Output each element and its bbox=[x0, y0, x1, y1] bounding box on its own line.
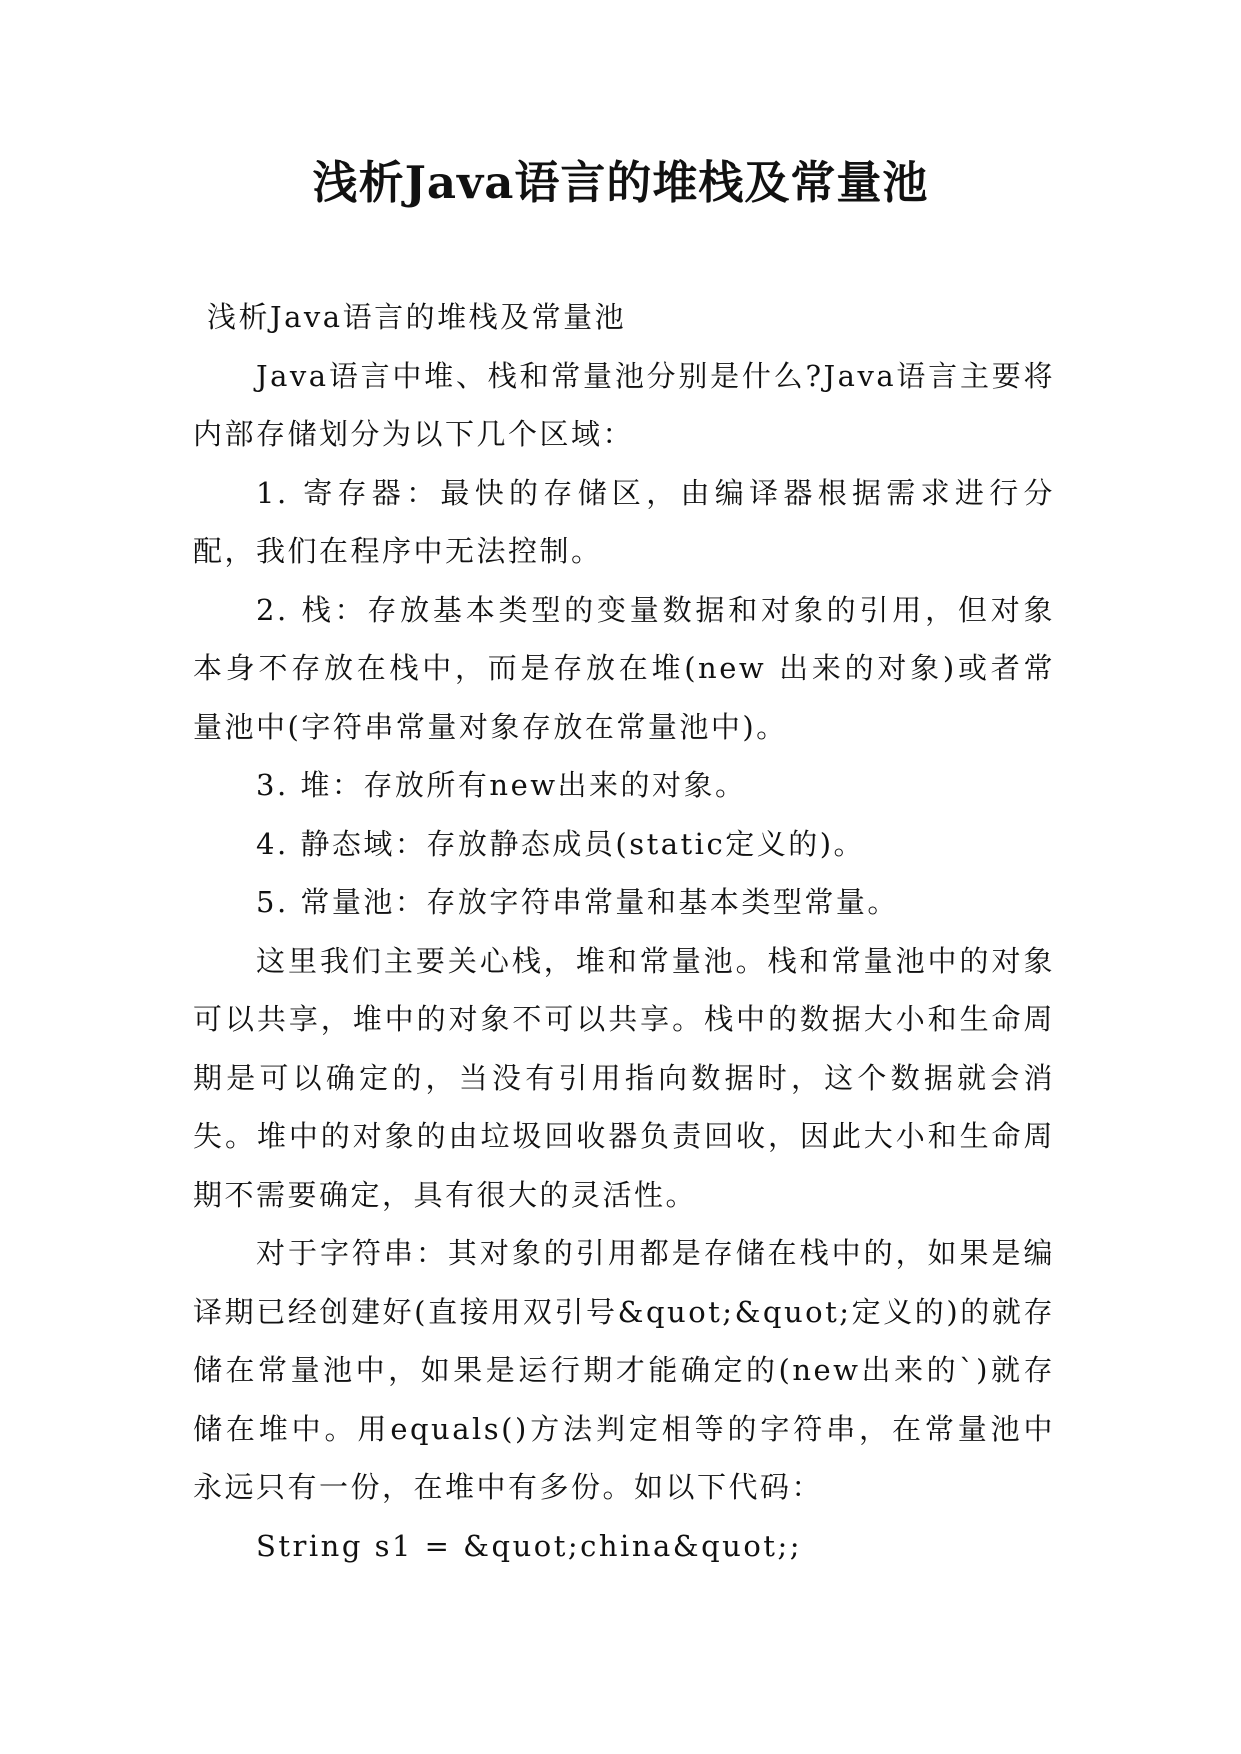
list-item-constant-pool: 5. 常量池：存放字符串常量和基本类型常量。 bbox=[256, 885, 899, 919]
document-title: 浅析Java语言的堆栈及常量池 bbox=[312, 156, 929, 209]
subtitle-paragraph: 浅析Java语言的堆栈及常量池 bbox=[207, 300, 627, 334]
body-paragraph: 这里我们主要关心栈，堆和常量池。栈和常量池中的对象可以共享，堆中的对象不可以共享。栈中的数据大小和生命周期是可以确定的，当没有引用指向数据时，这个数据就会消失。堆中的对象的由垃圾回收器负责回收，因此大小和生命周期不需要确定，具有很大的灵活性。 bbox=[193, 943, 1055, 1212]
code-line: String s1 = &quot;china&quot;; bbox=[256, 1528, 802, 1563]
list-item-static-area: 4. 静态域：存放静态成员(static定义的)。 bbox=[256, 826, 866, 861]
list-item-heap: 3. 堆：存放所有new出来的对象。 bbox=[256, 768, 747, 802]
body-paragraph: Java语言中堆、栈和常量池分别是什么?Java语言主要将内部存储划分为以下几个区域： bbox=[193, 358, 1055, 451]
document-body bbox=[193, 288, 1055, 1575]
body-paragraph: 对于字符串：其对象的引用都是存储在栈中的，如果是编译期已经创建好(直接用双引号&quot;&quot;定义的)的就存储在常量池中，如果是运行期才能确定的(new出来的`)就存储在堆中。用equals()方法判定相等的字符串，在常量池中永远只有一份，在堆中有多份。如以下代码： bbox=[193, 1236, 1055, 1504]
list-item-registers: 1. 寄存器：最快的存储区，由编译器根据需求进行分配，我们在程序中无法控制。 bbox=[193, 475, 1055, 568]
list-item-stack: 2. 栈：存放基本类型的变量数据和对象的引用，但对象本身不存放在栈中，而是存放在堆(new 出来的对象)或者常量池中(字符串常量对象存放在常量池中)。 bbox=[193, 592, 1055, 744]
